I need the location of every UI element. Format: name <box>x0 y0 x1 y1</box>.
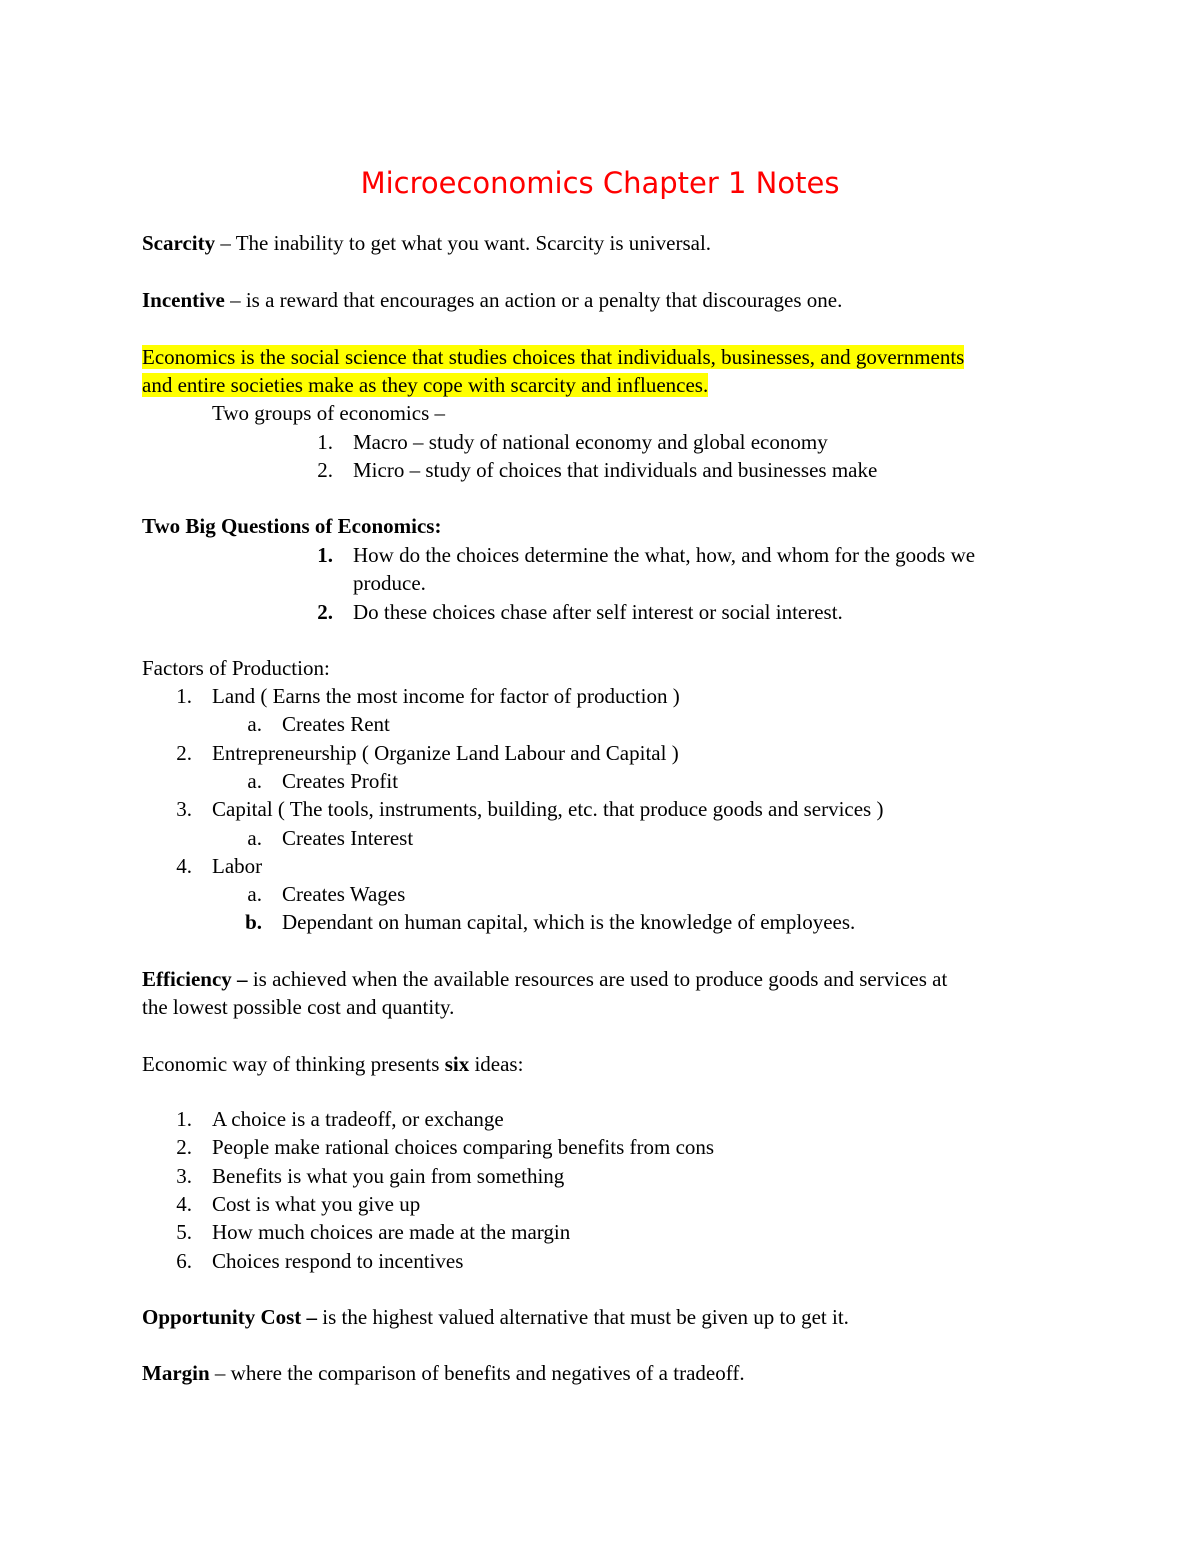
list-item-text: Creates Profit <box>282 768 399 793</box>
list-item-number: 4. <box>176 853 192 878</box>
big-questions-heading <box>142 512 1072 540</box>
list-item-number: 2. <box>317 458 333 482</box>
factors-heading: Factors of Production: <box>142 656 330 680</box>
ideas-intro-text-end: ideas: <box>469 1052 524 1076</box>
list-item-number: 2. <box>176 740 192 765</box>
ideas-intro-bold: six <box>444 1052 470 1076</box>
list-item-number: 3. <box>176 1163 192 1188</box>
list-item-number: 6. <box>176 1248 192 1273</box>
list-item-text: Capital ( The tools, instruments, building, etc. that produce goods and services ) <box>212 797 884 822</box>
scarcity-text: – The inability to get what you want. Scarcity is universal. <box>215 231 712 255</box>
list-item-number: 5. <box>176 1220 192 1245</box>
list-item-number: b. <box>245 910 262 935</box>
efficiency-definition-line-1 <box>142 965 1072 993</box>
list-item-text: How do the choices determine the what, how, and whom for the goods we <box>353 543 976 567</box>
scarcity-definition <box>142 229 1072 257</box>
incentive-term: Incentive <box>142 288 225 312</box>
efficiency-definition-line-2: the lowest possible cost and quantity. <box>142 995 455 1019</box>
list-item-text: Labor <box>212 853 263 878</box>
economics-definition-line-2 <box>142 371 1072 399</box>
list-item-text: Choices respond to incentives <box>212 1248 464 1273</box>
big-questions-heading-text: Two Big Questions of Economics: <box>142 514 442 538</box>
margin-definition <box>142 1359 1072 1387</box>
list-item-number: 1. <box>176 684 192 708</box>
list-item-text: Micro – study of choices that individuals and businesses make <box>353 458 878 482</box>
margin-text: – where the comparison of benefits and negatives of a tradeoff. <box>209 1361 745 1385</box>
list-item-number: a. <box>247 882 262 907</box>
scarcity-term: Scarcity <box>142 231 216 255</box>
list-item-number: 1. <box>176 1107 192 1131</box>
list-item-text: Creates Wages <box>282 882 406 907</box>
list-item-number: 1. <box>317 430 333 454</box>
list-item-number: a. <box>247 825 262 850</box>
economics-definition-line-1 <box>142 343 1072 371</box>
page-title: Microeconomics Chapter 1 Notes <box>360 166 840 200</box>
list-item-number: 2. <box>176 1135 192 1160</box>
list-item-text: People make rational choices comparing benefits from cons <box>212 1135 715 1160</box>
list-item-text: Entrepreneurship ( Organize Land Labour and Capital ) <box>212 740 679 765</box>
list-item-text: Benefits is what you gain from something <box>212 1163 565 1188</box>
list-item-text: Creates Interest <box>282 825 414 850</box>
margin-term: Margin <box>142 1361 210 1385</box>
list-item-text: Dependant on human capital, which is the knowledge of employees. <box>282 910 856 935</box>
list-item-number: a. <box>247 712 262 737</box>
highlighted-text: Economics is the social science that studies choices that individuals, businesses, and governments <box>142 345 965 369</box>
list-item-text: Creates Rent <box>282 712 390 737</box>
groups-label: Two groups of economics – <box>212 401 445 425</box>
list-item-number: 2. <box>317 600 333 624</box>
list-item-text: Do these choices chase after self interest or social interest. <box>353 600 843 624</box>
list-item-text: Cost is what you give up <box>212 1191 421 1216</box>
list-item-number: 4. <box>176 1191 192 1216</box>
opportunity-cost-term: Opportunity Cost – <box>142 1305 318 1329</box>
list-item-number: 1. <box>317 543 333 567</box>
incentive-text: – is a reward that encourages an action or a penalty that discourages one. <box>224 288 843 312</box>
list-item-text: produce. <box>353 571 426 595</box>
highlighted-text: and entire societies make as they cope with scarcity and influences. <box>142 373 709 397</box>
ideas-intro <box>142 1050 1072 1078</box>
list-item-text: How much choices are made at the margin <box>212 1220 571 1245</box>
list-item-number: 3. <box>176 797 192 822</box>
efficiency-term: Efficiency – <box>142 967 248 991</box>
list-item-text: A choice is a tradeoff, or exchange <box>212 1107 504 1131</box>
list-item-number: a. <box>247 768 262 793</box>
incentive-definition <box>142 286 1072 314</box>
opportunity-cost-text: is the highest valued alternative that must be given up to get it. <box>317 1305 849 1329</box>
ideas-intro-text: Economic way of thinking presents <box>142 1052 445 1076</box>
list-item-text: Land ( Earns the most income for factor of production ) <box>212 684 680 708</box>
efficiency-text: is achieved when the available resources are used to produce goods and services at <box>247 967 948 991</box>
list-item-text: Macro – study of national economy and global economy <box>353 430 828 454</box>
opportunity-cost-definition <box>142 1303 1072 1331</box>
